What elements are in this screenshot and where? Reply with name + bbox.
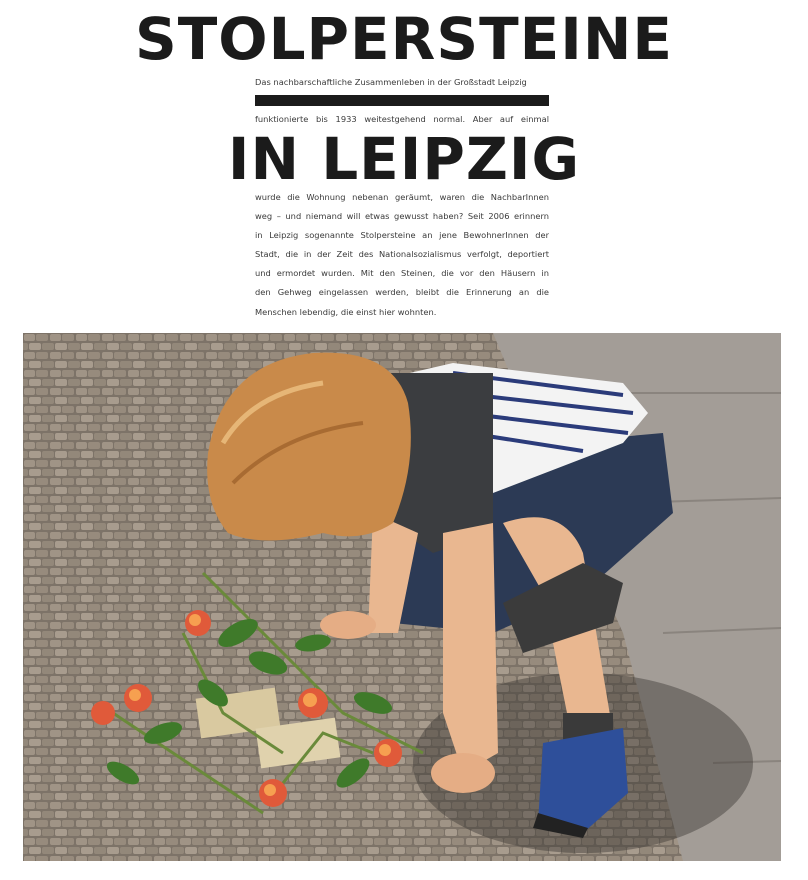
article-body (255, 188, 549, 322)
headline-stolpersteine: STOLPERSTEINE (134, 5, 674, 73)
body-line: Menschen lebendig, die einst hier wohnten. (255, 306, 437, 317)
headline-in-leipzig: IN LEIPZIG (227, 125, 581, 193)
body-line: und ermordet wurden. Mit den Steinen, die vor den Häusern in (255, 268, 549, 279)
body-line: weg – und niemand will etwas gewusst haben? Seit 2006 erinnern (255, 211, 549, 222)
intro-line-2: funktionierte bis 1933 weitestgehend normal. Aber auf einmal (255, 114, 549, 124)
body-line: wurde die Wohnung nebenan geräumt, waren die NachbarInnen (255, 192, 549, 202)
headline-divider (255, 95, 549, 106)
article-photo (23, 333, 781, 861)
intro-line-1: Das nachbarschaftliche Zusammenleben in der Großstadt Leipzig (255, 77, 527, 87)
body-line: Stadt, die in der Zeit des Nationalsozialismus verfolgt, deportiert (255, 249, 549, 260)
body-line: den Gehweg eingelassen werden, bleibt die Erinnerung an die (255, 287, 549, 298)
body-line: in Leipzig sogenannte Stolpersteine an jene BewohnerInnen der (255, 230, 549, 241)
